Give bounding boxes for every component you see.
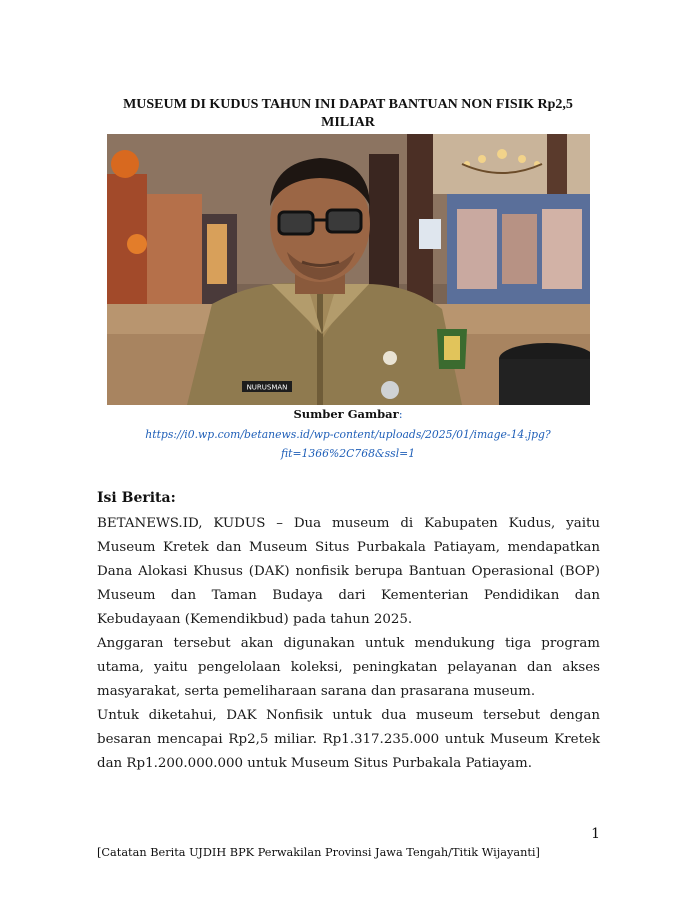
image-source-link[interactable]: https://i0.wp.com/betanews.id/wp-content/uploads/2025/01/image-14.jpg?fit=1366%2C768&ssl=1 (145, 428, 551, 460)
paragraph-3: Untuk diketahui, DAK Nonfisik untuk dua museum tersebut dengan besaran mencapai Rp2,5 miliar. Rp1.317.235.000 untuk Museum Kretek dan Rp1.200.000.000 untuk Museum Situs Purbakala Patiayam. (97, 708, 600, 771)
paragraph-2: Anggaran tersebut akan digunakan untuk mendukung tiga program utama, yaitu pengelolaan koleksi, peningkatan pelayanan dan akses masyarakat, serta pemeliharaan sarana dan prasarana museum. (97, 636, 600, 699)
article-body (97, 512, 600, 776)
paragraph-1: BETANEWS.ID, KUDUS – Dua museum di Kabupaten Kudus, yaitu Museum Kretek dan Museum Situs Purbakala Patiayam, mendapatkan Dana Alokasi Khusus (DAK) nonfisik berupa Bantuan Operasional (BOP) Museum dan Taman Budaya dari Kementerian Pendidikan dan Kebudayaan (Kemendikbud) pada tahun 2025. (97, 516, 600, 627)
image-source-label-text: Sumber Gambar (293, 407, 399, 421)
name-badge-text: NURUSMAN (246, 383, 288, 392)
article-photo (107, 134, 590, 405)
section-heading: Isi Berita: (97, 490, 176, 506)
page-number: 1 (591, 826, 600, 842)
footer-note: [Catatan Berita UJDIH BPK Perwakilan Provinsi Jawa Tengah/Titik Wijayanti] (97, 846, 540, 859)
image-source-colon: : (398, 407, 403, 421)
image-source-label (0, 407, 696, 421)
article-title: MUSEUM DI KUDUS TAHUN INI DAPAT BANTUAN NON FISIK Rp2,5 MILIAR (123, 97, 573, 130)
